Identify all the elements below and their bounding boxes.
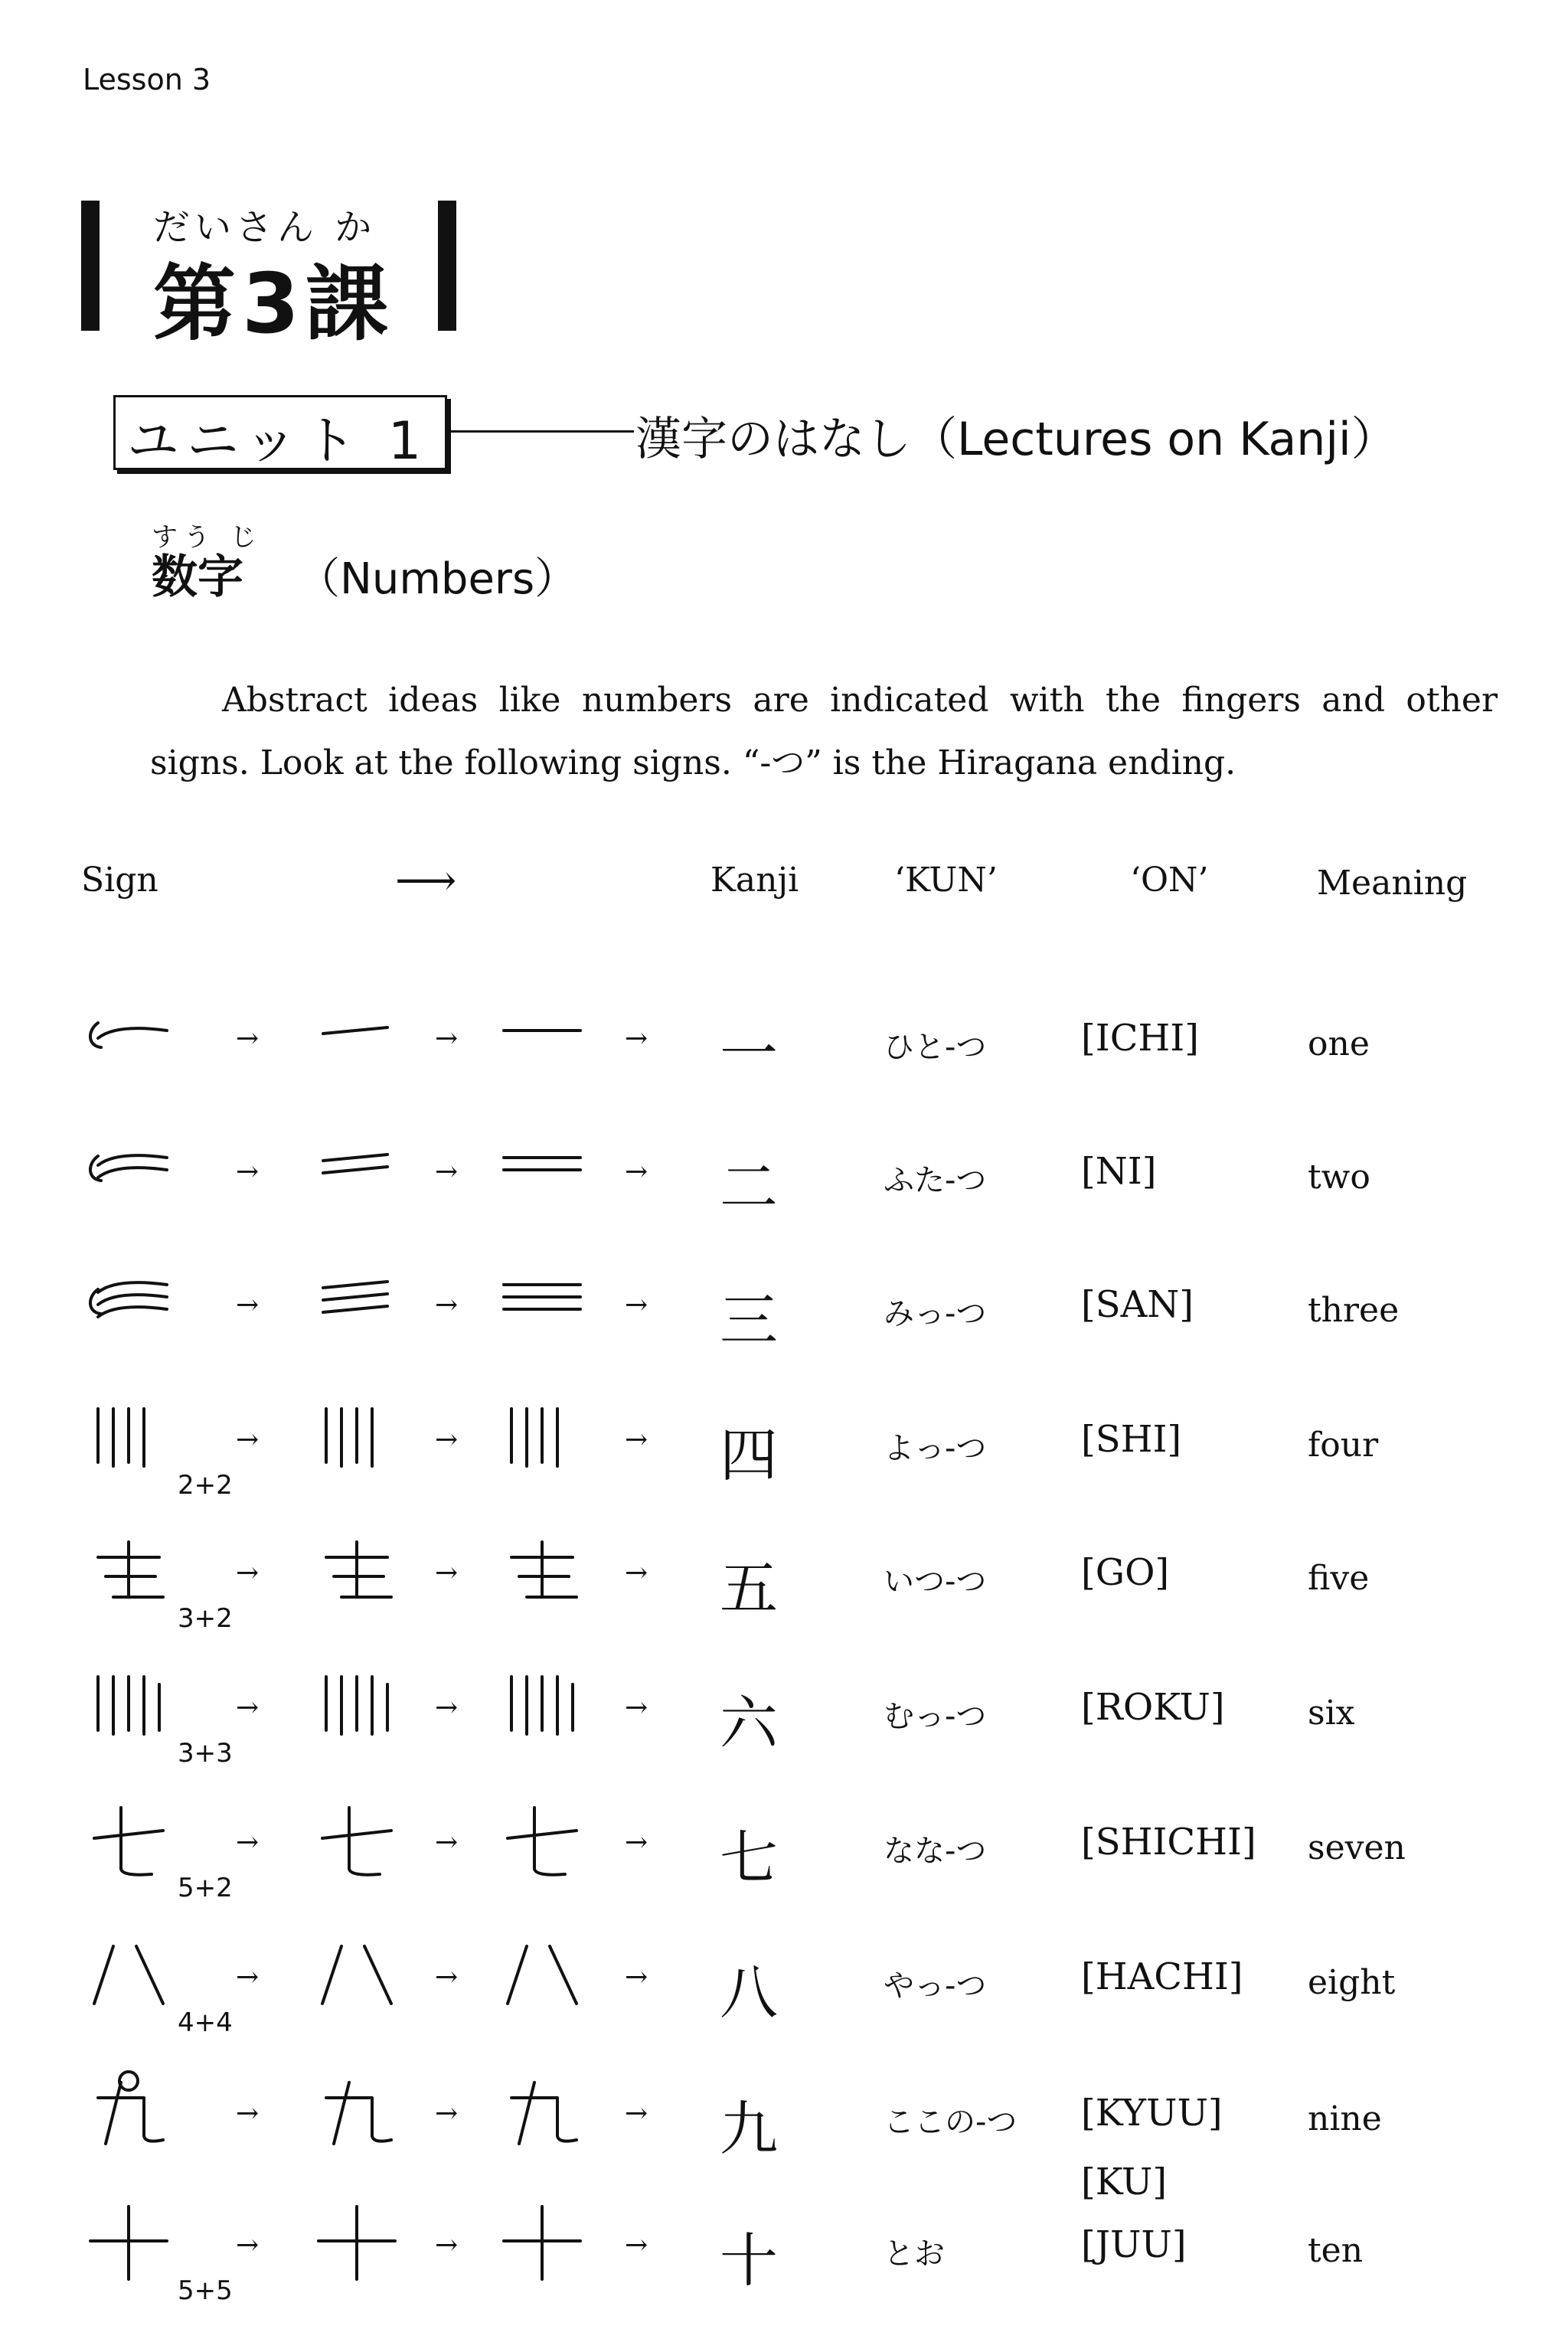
finger-sum: 5+2 [178, 1873, 233, 1903]
kanji-character: 八 [720, 1958, 778, 2027]
intro-paragraph: Abstract ideas like numbers are indicated with the fingers and other signs. Look at the following signs. “-つ” is the Hiragana ending. [150, 681, 1498, 782]
on-reading: [JUU] [1081, 2223, 1187, 2266]
hand-sign-sketch [83, 2067, 175, 2159]
finger-sum: 3+2 [178, 1603, 233, 1634]
glyph-evolution-sketch [311, 1931, 403, 2023]
arrow-icon: → [435, 1156, 459, 1187]
glyph-evolution-sketch [496, 1661, 588, 1753]
glyph-evolution-sketch [496, 1931, 588, 2023]
table-row [0, 1393, 1568, 1524]
arrow-icon: → [625, 1557, 648, 1589]
arrow-icon: → [435, 1827, 459, 1858]
glyph-evolution-sketch [496, 1125, 588, 1217]
arrow-icon: → [236, 1289, 260, 1321]
kun-reading: ひと-つ [884, 1030, 987, 1065]
hand-sign-sketch [83, 1661, 175, 1753]
glyph-evolution-sketch [496, 1259, 588, 1351]
kun-reading: ここの-つ [884, 2105, 1018, 2140]
hand-sign-sketch [83, 1259, 175, 1351]
kun-reading: やっ-つ [884, 1968, 987, 2004]
glyph-evolution-sketch [311, 1527, 403, 1619]
lesson-title-reading: だいさん か [153, 206, 377, 249]
glyph-evolution-sketch [496, 1393, 588, 1485]
glyph-evolution-sketch [311, 992, 403, 1084]
arrow-icon: → [625, 1827, 648, 1858]
on-reading: [SAN] [1081, 1283, 1194, 1326]
kun-reading: みっ-つ [884, 1296, 987, 1331]
table-row [0, 1527, 1568, 1657]
kun-reading: ふた-つ [884, 1163, 987, 1198]
meaning: four [1308, 1426, 1379, 1465]
table-row [0, 1661, 1568, 1792]
unit-subtitle: 漢字のはなし（Lectures on Kanji） [635, 413, 1397, 466]
meaning: three [1308, 1291, 1400, 1330]
title-bar-left [81, 201, 100, 331]
arrow-icon: → [236, 1962, 260, 1993]
kanji-character: 六 [720, 1689, 778, 1757]
arrow-icon: → [625, 2098, 648, 2129]
meaning: five [1308, 1559, 1370, 1598]
lesson-title: 第3課 [153, 256, 395, 352]
section-title: 数字 [152, 550, 243, 604]
meaning: two [1308, 1158, 1370, 1197]
kanji-character: 三 [720, 1286, 778, 1354]
header-arrow: ⟶ [395, 856, 457, 906]
hand-sign-sketch [83, 1125, 175, 1217]
header-kanji: Kanji [710, 861, 799, 900]
arrow-icon: → [236, 1156, 260, 1187]
meaning: seven [1308, 1828, 1406, 1867]
kun-reading: とお [884, 2236, 945, 2272]
meaning: one [1308, 1024, 1370, 1063]
arrow-icon: → [435, 1557, 459, 1589]
arrow-icon: → [625, 2229, 648, 2261]
header-meaning: Meaning [1317, 864, 1468, 903]
header-sign: Sign [81, 861, 158, 900]
kanji-character: 四 [720, 1421, 778, 1489]
kanji-character: 五 [720, 1554, 778, 1622]
section-subtitle: （Numbers） [297, 554, 578, 604]
header-on: ‘ON’ [1130, 861, 1209, 900]
kanji-character: 九 [720, 2095, 778, 2163]
table-row [0, 1259, 1568, 1389]
glyph-evolution-sketch [311, 1259, 403, 1351]
arrow-icon: → [236, 1557, 260, 1589]
table-row [0, 992, 1568, 1122]
glyph-evolution-sketch [311, 2067, 403, 2159]
title-bar-right [438, 201, 456, 331]
on-reading: [NI] [1081, 1150, 1157, 1193]
glyph-evolution-sketch [311, 1125, 403, 1217]
table-row [0, 1931, 1568, 2061]
meaning: ten [1308, 2231, 1364, 2270]
arrow-icon: → [435, 1962, 459, 1993]
arrow-icon: → [625, 1962, 648, 1993]
arrow-icon: → [435, 1424, 459, 1455]
kun-reading: いつ-つ [884, 1564, 987, 1599]
arrow-icon: → [435, 1692, 459, 1723]
glyph-evolution-sketch [496, 2067, 588, 2159]
glyph-evolution-sketch [496, 1796, 588, 1888]
arrow-icon: → [236, 1023, 260, 1054]
hand-sign-sketch [83, 2199, 175, 2291]
hand-sign-sketch [83, 992, 175, 1084]
kanji-character: 十 [720, 2226, 778, 2295]
glyph-evolution-sketch [311, 2199, 403, 2291]
finger-sum: 2+2 [178, 1470, 233, 1501]
section-reading: すう じ [152, 522, 263, 553]
hand-sign-sketch [83, 1796, 175, 1888]
meaning: eight [1308, 1963, 1396, 2002]
glyph-evolution-sketch [311, 1661, 403, 1753]
hand-sign-sketch [83, 1393, 175, 1485]
kun-reading: むっ-つ [884, 1699, 987, 1734]
glyph-evolution-sketch [496, 1527, 588, 1619]
on-reading: [ICHI] [1081, 1017, 1199, 1060]
on-reading: [KYUU] [1081, 2092, 1223, 2135]
glyph-evolution-sketch [496, 2199, 588, 2291]
arrow-icon: → [435, 1289, 459, 1321]
kun-reading: なな-つ [884, 1834, 987, 1869]
hand-sign-sketch [83, 1527, 175, 1619]
kanji-character: 一 [720, 1020, 778, 1088]
arrow-icon: → [625, 1023, 648, 1054]
on-reading: [SHI] [1081, 1418, 1182, 1461]
arrow-icon: → [435, 2229, 459, 2261]
on-reading: [GO] [1081, 1551, 1170, 1594]
hand-sign-sketch [83, 1931, 175, 2023]
unit-connector-line [450, 430, 634, 433]
arrow-icon: → [236, 2098, 260, 2129]
glyph-evolution-sketch [496, 992, 588, 1084]
header-kun: ‘KUN’ [894, 861, 998, 900]
arrow-icon: → [236, 1424, 260, 1455]
arrow-icon: → [435, 1023, 459, 1054]
table-row [0, 1125, 1568, 1256]
lesson-label: Lesson 3 [83, 63, 211, 96]
finger-sum: 4+4 [178, 2007, 233, 2038]
on-reading: [HACHI] [1081, 1955, 1243, 1998]
table-row [0, 2199, 1568, 2329]
kanji-character: 二 [720, 1153, 778, 1221]
glyph-evolution-sketch [311, 1393, 403, 1485]
kun-reading: よっ-つ [884, 1431, 987, 1466]
table-row [0, 1796, 1568, 1926]
arrow-icon: → [236, 2229, 260, 2261]
arrow-icon: → [236, 1827, 260, 1858]
on-reading: [SHICHI] [1081, 1821, 1256, 1864]
meaning: six [1308, 1694, 1355, 1733]
arrow-icon: → [625, 1692, 648, 1723]
finger-sum: 5+5 [178, 2275, 233, 2306]
arrow-icon: → [625, 1156, 648, 1187]
arrow-icon: → [236, 1692, 260, 1723]
glyph-evolution-sketch [311, 1796, 403, 1888]
arrow-icon: → [435, 2098, 459, 2129]
meaning: nine [1308, 2099, 1382, 2138]
on-reading: [ROKU] [1081, 1686, 1225, 1729]
unit-label: ユニット 1 [127, 411, 430, 472]
kanji-character: 七 [720, 1824, 778, 1892]
on-reading-alt: [KU] [1081, 2161, 1168, 2203]
arrow-icon: → [625, 1424, 648, 1455]
arrow-icon: → [625, 1289, 648, 1321]
table-row [0, 2067, 1568, 2203]
finger-sum: 3+3 [178, 1738, 233, 1769]
